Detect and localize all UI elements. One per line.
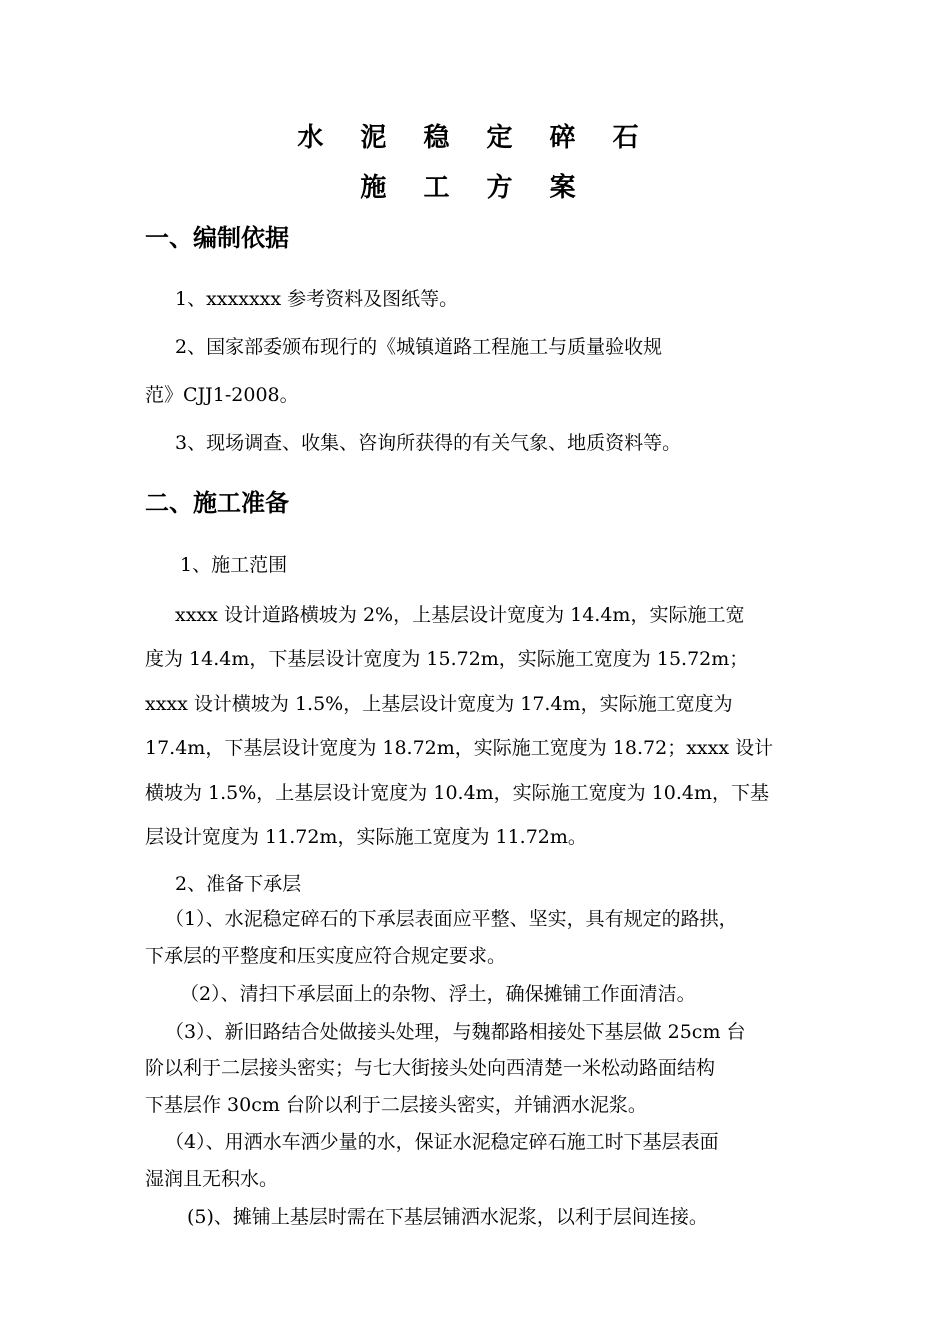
paragraph-line: xxxx 设计横坡为 1.5%，上基层设计宽度为 17.4m，实际施工宽度为 — [145, 693, 733, 715]
paragraph-line: xxxx 设计道路横坡为 2%，上基层设计宽度为 14.4m，实际施工宽 — [175, 604, 745, 626]
section-heading-basis: 一、编制依据 — [145, 223, 289, 252]
subheading-prepare-sublayer: 2、准备下承层 — [175, 873, 302, 895]
paragraph-line: 层设计宽度为 11.72m，实际施工宽度为 11.72m。 — [145, 826, 587, 848]
paragraph-line: (5)、摊铺上基层时需在下基层铺洒水泥浆，以利于层间连接。 — [187, 1206, 708, 1228]
paragraph-line: 横坡为 1.5%，上基层设计宽度为 10.4m，实际施工宽度为 10.4m，下基 — [145, 782, 770, 804]
paragraph-line: 1、xxxxxxx 参考资料及图纸等。 — [175, 288, 459, 310]
paragraph-line: 阶以利于二层接头密实；与七大街接头处向西清楚一米松动路面结构 — [145, 1057, 716, 1079]
paragraph-line: 下基层作 30cm 台阶以利于二层接头密实，并铺洒水泥浆。 — [145, 1094, 647, 1116]
section-heading-preparation: 二、施工准备 — [145, 488, 289, 517]
document-title-line-1: 水 泥 稳 定 碎 石 — [297, 123, 653, 153]
paragraph-line: 2、国家部委颁布现行的《城镇道路工程施工与质量验收规 — [175, 336, 663, 358]
document-title-line-2: 施 工 方 案 — [360, 173, 590, 203]
paragraph-line: 3、现场调查、收集、咨询所获得的有关气象、地质资料等。 — [175, 432, 682, 454]
paragraph-line: （4）、用洒水车洒少量的水，保证水泥稳定碎石施工时下基层表面 — [165, 1131, 719, 1153]
paragraph-line: 度为 14.4m，下基层设计宽度为 15.72m，实际施工宽度为 15.72m； — [145, 648, 749, 670]
paragraph-line: 范》CJJ1-2008。 — [145, 384, 299, 406]
paragraph-line: （3）、新旧路结合处做接头处理，与魏都路相接处下基层做 25cm 台 — [165, 1021, 746, 1043]
paragraph-line: （2）、清扫下承层面上的杂物、浮土，确保摊铺工作面清洁。 — [180, 983, 696, 1005]
paragraph-line: 湿润且无积水。 — [145, 1168, 279, 1190]
paragraph-line: （1）、水泥稳定碎石的下承层表面应平整、坚实，具有规定的路拱， — [165, 908, 738, 930]
paragraph-line: 17.4m，下基层设计宽度为 18.72m，实际施工宽度为 18.72；xxxx 设计 — [145, 737, 774, 759]
paragraph-line: 下承层的平整度和压实度应符合规定要求。 — [145, 945, 507, 967]
subheading-construction-scope: 1、施工范围 — [180, 554, 288, 576]
